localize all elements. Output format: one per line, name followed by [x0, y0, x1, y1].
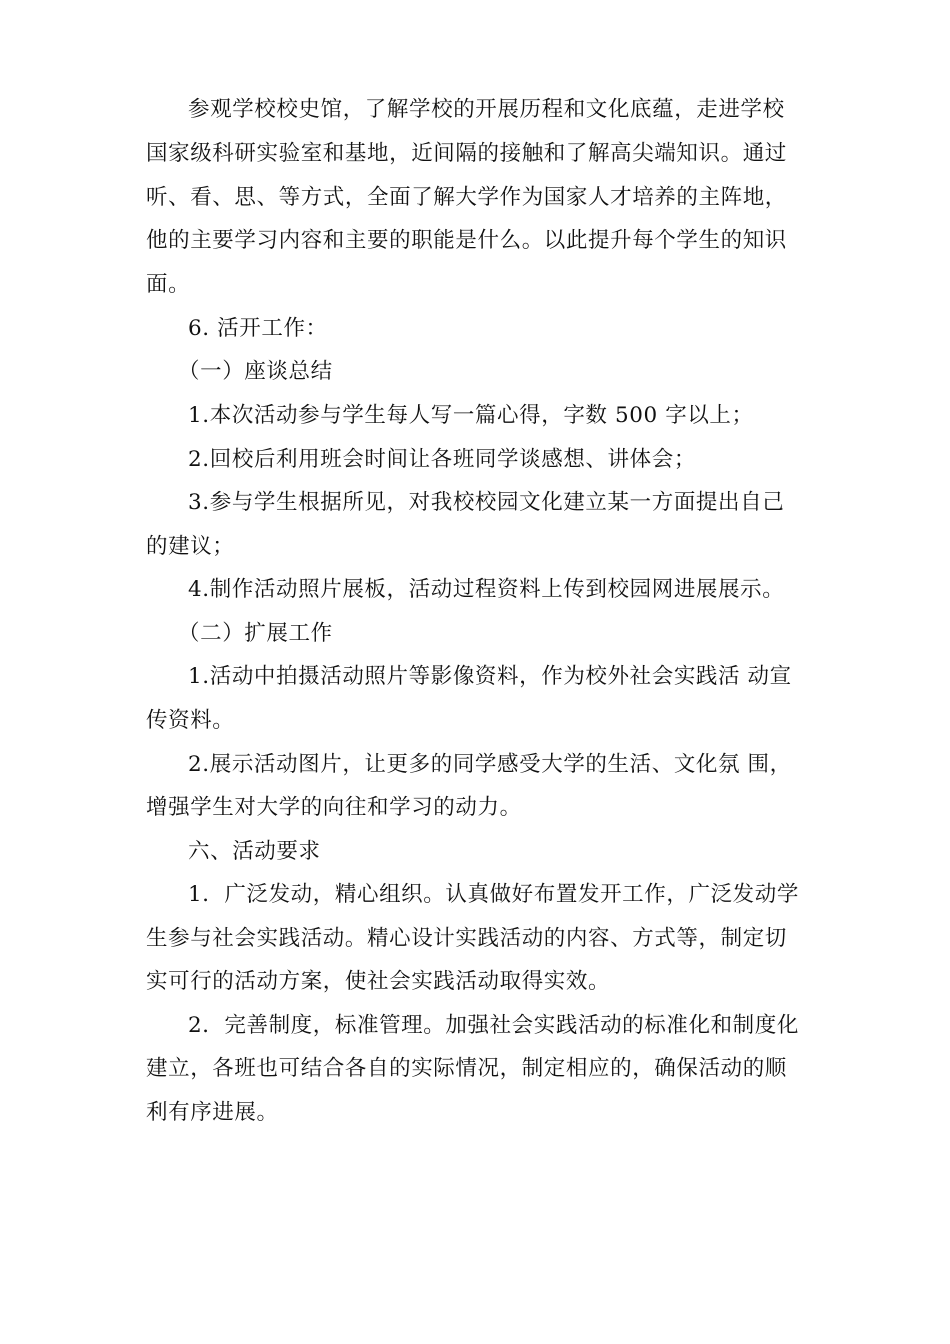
list-item: 2.回校后利用班会时间让各班同学谈感想、讲体会； — [188, 447, 696, 472]
section-heading: 6. 活开工作： — [188, 316, 328, 341]
list-item-continuation: 实可行的活动方案，使社会实践活动取得实效。 — [146, 969, 611, 994]
list-item-continuation: 利有序进展。 — [146, 1100, 279, 1125]
subsection-heading: （二）扩展工作 — [178, 621, 333, 646]
list-item-continuation: 的建议； — [146, 534, 235, 559]
list-item: 3.参与学生根据所见，对我校校园文化建立某一方面提出自己 — [188, 490, 785, 515]
paragraph-line: 国家级科研实验室和基地，近间隔的接触和了解高尖端知识。通过 — [146, 141, 787, 166]
list-item: 1.本次活动参与学生每人写一篇心得，字数 500 字以上； — [188, 403, 754, 428]
list-item-continuation: 传资料。 — [146, 708, 235, 733]
subsection-heading: （一）座谈总结 — [178, 359, 333, 384]
list-item-continuation: 增强学生对大学的向往和学习的动力。 — [146, 795, 522, 820]
paragraph-line: 面。 — [146, 272, 191, 297]
list-item: 4.制作活动照片展板，活动过程资料上传到校园网进展展示。 — [188, 577, 785, 602]
paragraph-line: 他的主要学习内容和主要的职能是什么。以此提升每个学生的知识 — [146, 228, 787, 253]
list-item: 2.展示活动图片，让更多的同学感受大学的生活、文化氛 围， — [188, 752, 792, 777]
section-heading: 六、活动要求 — [188, 839, 321, 864]
list-item: 2．完善制度，标准管理。加强社会实践活动的标准化和制度化 — [188, 1013, 799, 1038]
paragraph-line: 听、看、思、等方式，全面了解大学作为国家人才培养的主阵地， — [146, 185, 787, 210]
paragraph-line: 参观学校校史馆，了解学校的开展历程和文化底蕴，走进学校 — [188, 97, 785, 122]
list-item: 1．广泛发动，精心组织。认真做好布置发开工作，广泛发动学 — [188, 882, 799, 907]
list-item: 1.活动中拍摄活动照片等影像资料，作为校外社会实践活 动宣 — [188, 664, 792, 689]
list-item-continuation: 生参与社会实践活动。精心设计实践活动的内容、方式等，制定切 — [146, 926, 787, 951]
list-item-continuation: 建立，各班也可结合各自的实际情况，制定相应的，确保活动的顺 — [146, 1056, 787, 1081]
